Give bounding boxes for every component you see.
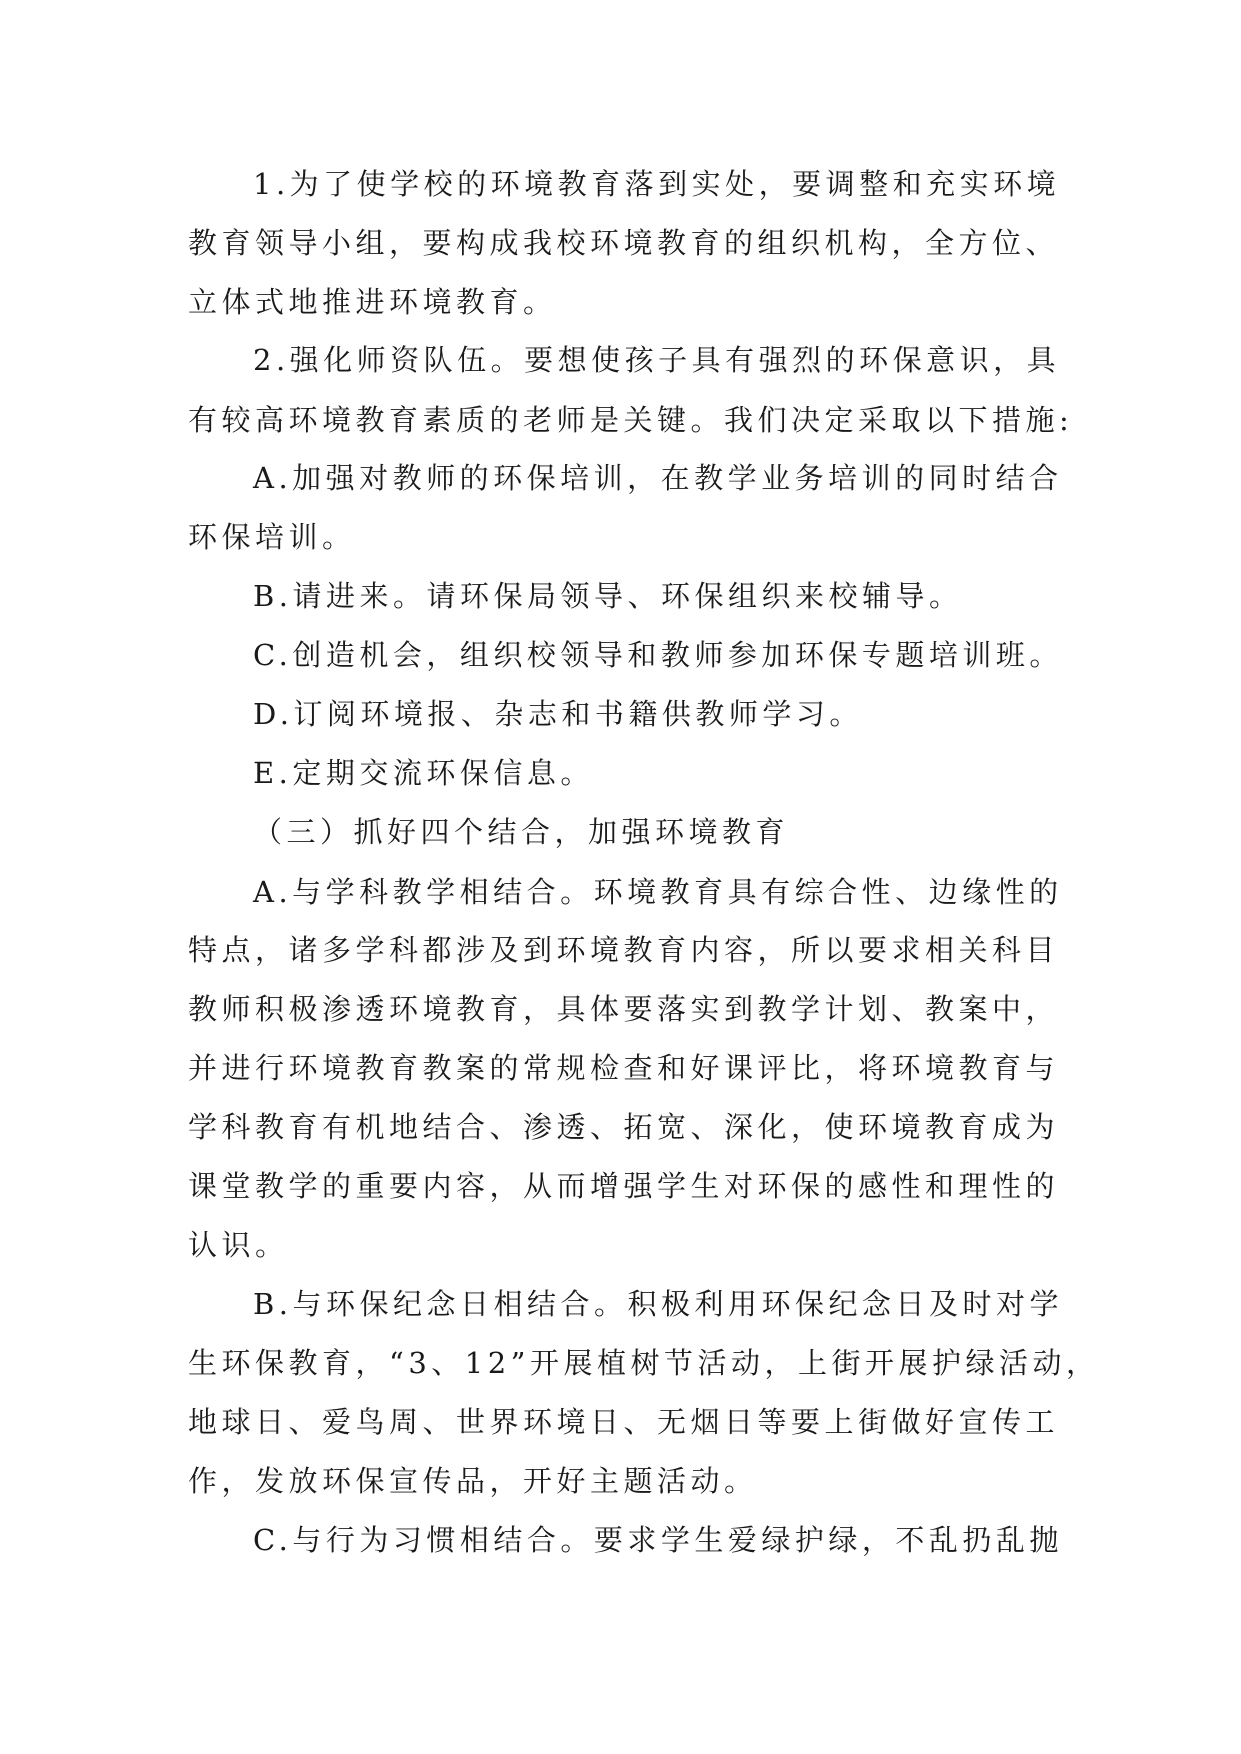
- text-line: B.与环保纪念日相结合。积极利用环保纪念日及时对学: [253, 1287, 1064, 1321]
- text-line: 环保培训。: [188, 520, 356, 554]
- text-line: 作，发放环保宣传品，开好主题活动。: [188, 1464, 758, 1498]
- text-line: B.请进来。请环保局领导、环保组织来校辅导。: [253, 579, 963, 613]
- text-line: A.与学科教学相结合。环境教育具有综合性、边缘性的: [253, 875, 1063, 909]
- text-line: 生环保教育，“3、12”开展植树节活动，上街开展护绿活动，: [188, 1346, 1100, 1380]
- text-line: 学科教育有机地结合、渗透、拓宽、深化，使环境教育成为: [188, 1110, 1060, 1144]
- text-line: 课堂教学的重要内容，从而增强学生对环保的感性和理性的: [188, 1169, 1060, 1203]
- text-line: A.加强对教师的环保培训，在教学业务培训的同时结合: [253, 461, 1063, 495]
- section-heading: （三）抓好四个结合，加强环境教育: [253, 815, 790, 849]
- text-line: 有较高环境教育素质的老师是关键。我们决定采取以下措施:: [188, 403, 1074, 437]
- text-line: 立体式地推进环境教育。: [188, 285, 557, 319]
- text-line: C.创造机会，组织校领导和教师参加环保专题培训班。: [253, 638, 1063, 672]
- text-line: C.与行为习惯相结合。要求学生爱绿护绿，不乱扔乱抛: [253, 1523, 1063, 1557]
- text-line: 1.为了使学校的环境教育落到实处，要调整和充实环境: [253, 167, 1061, 201]
- text-line: 地球日、爱鸟周、世界环境日、无烟日等要上街做好宣传工: [188, 1405, 1060, 1439]
- text-line: 教育领导小组，要构成我校环境教育的组织机构，全方位、: [188, 226, 1060, 260]
- text-line: 认识。: [188, 1228, 289, 1262]
- text-line: 特点，诸多学科都涉及到环境教育内容，所以要求相关科目: [188, 933, 1060, 967]
- text-line: 并进行环境教育教案的常规检查和好课评比，将环境教育与: [188, 1051, 1060, 1085]
- text-line: D.订阅环境报、杂志和书籍供教师学习。: [253, 697, 863, 731]
- text-line: E.定期交流环保信息。: [253, 756, 594, 790]
- text-line: 教师积极渗透环境教育，具体要落实到教学计划、教案中，: [188, 992, 1060, 1026]
- text-line: 2.强化师资队伍。要想使孩子具有强烈的环保意识，具: [253, 343, 1061, 377]
